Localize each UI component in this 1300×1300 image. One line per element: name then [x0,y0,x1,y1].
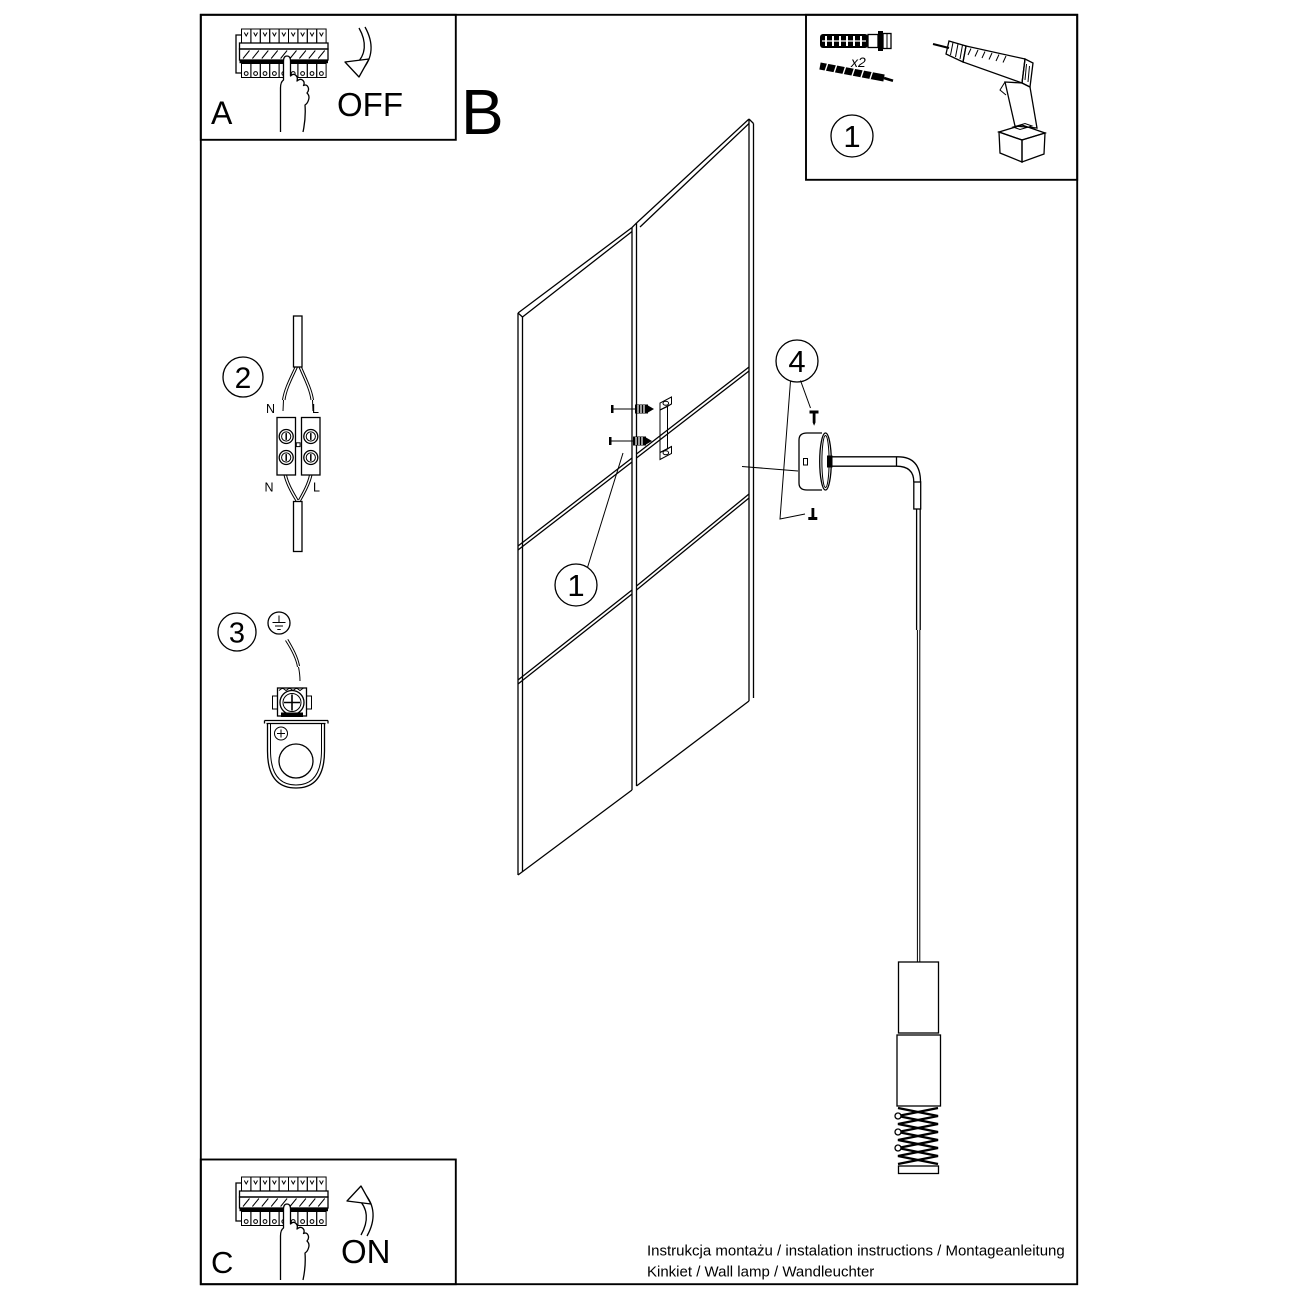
callout-1-wall-number: 1 [567,568,585,603]
callout-1-tools-number: 1 [843,119,861,154]
step-a-action: OFF [337,86,403,123]
label-n-bottom: N [264,480,274,495]
wall-plug-icon [820,31,891,51]
label-l-top: L [312,402,319,416]
step-c-action: ON [341,1233,391,1270]
step-b-label: B [461,76,504,148]
callout-3-number: 3 [228,617,246,650]
step-a-label: A [211,95,233,131]
callout-2-number: 2 [234,362,252,395]
tools-quantity: x2 [851,54,866,70]
footer-line-2: Kinkiet / Wall lamp / Wandleuchter [647,1263,875,1281]
label-n-top: N [265,402,276,416]
callout-4-number: 4 [788,344,806,379]
footer-line-1: Instrukcja montażu / instalation instructions / Montageanleitung [647,1242,1065,1260]
label-l-bottom: L [313,480,320,495]
step-c-label: C [211,1245,234,1280]
